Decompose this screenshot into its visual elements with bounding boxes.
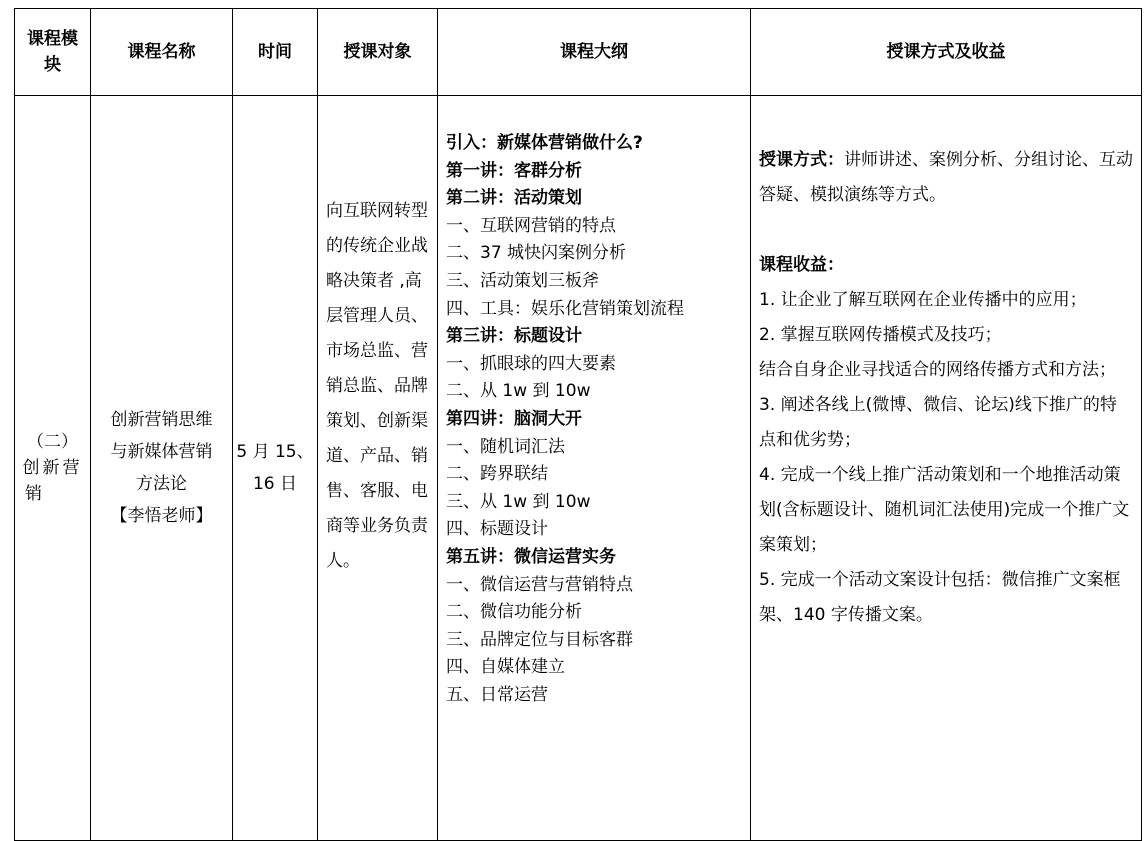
outline-section-title: 引入：新媒体营销做什么? [446,133,643,153]
time-line: 5 月 15、 [236,442,314,462]
outline-item: 一、微信运营与营销特点 [446,574,633,595]
outline-section-title: 第三讲：标题设计 [446,326,582,347]
header-row [15,9,1142,96]
method-text: 讲师讲述、案例分析、分组讨论、互动答疑、模拟演练等方式。 [759,150,1133,205]
outline-item: 二、37 城快闪案例分析 [446,243,627,264]
outline-section-title: 第二讲：活动策划 [446,188,582,209]
header-audience: 授课对象 [318,9,438,96]
benefit-item: 结合自身企业寻找适合的网络传播方式和方法； [759,360,1116,380]
header-module: 课程模块 [15,9,91,96]
outline-item: 二、从 1w 到 10w [446,381,591,402]
name-line: 创新营销思维 [110,410,213,430]
module-line: 销 [25,484,42,504]
name-line: 与新媒体营销 [110,442,213,462]
outline-list [446,130,742,709]
audience-text: 向互联网转型的传统企业战略决策者 ,高层管理人员、市场总监、营销总监、品牌策划、创新渠道、产品、销售、客服、电商等业务负责人。 [326,201,428,571]
outline-section-title: 第四讲：脑洞大开 [446,408,582,429]
cell-time [233,96,318,841]
benefit-item: 5. 完成一个活动文案设计包括：微信推广文案框架、140 字传播文案。 [759,570,1121,625]
outline-item: 二、跨界联结 [446,464,548,485]
outline-section-title: 第五讲：微信运营实务 [446,546,616,567]
benefit-item: 3. 阐述各线上(微博、微信、论坛)线下推广的特点和优劣势； [759,395,1117,450]
benefit-list [759,283,1133,633]
outline-item: 三、品牌定位与目标客群 [446,629,633,650]
benefit-item: 2. 掌握互联网传播模式及技巧； [759,325,1002,345]
outline-item: 二、微信功能分析 [446,602,582,623]
outline-item: 三、从 1w 到 10w [446,491,591,512]
outline-section-title: 第一讲：客群分析 [446,160,582,181]
outline-item: 一、互联网营销的特点 [446,215,616,236]
benefit-item: 1. 让企业了解互联网在企业传播中的应用； [759,290,1087,310]
header-outline: 课程大纲 [438,9,751,96]
outline-item: 三、活动策划三板斧 [446,270,599,291]
name-line: 方法论 [136,474,187,494]
outline-item: 一、随机词汇法 [446,436,565,457]
outline-item: 四、工具：娱乐化营销策划流程 [446,298,684,319]
teaching-method [759,143,1133,213]
outline-item: 五、日常运营 [446,684,548,705]
cell-module [15,96,91,841]
cell-course-name [91,96,233,841]
method-label: 授课方式： [759,150,844,170]
outline-item: 四、自媒体建立 [446,657,565,678]
module-line: （二） [27,432,78,452]
course-row [15,96,1142,841]
instructor: 【李悟老师】 [110,506,213,526]
cell-method [751,96,1142,841]
benefit-item: 4. 完成一个线上推广活动策划和一个地推活动策划(含标题设计、随机词汇法使用)完成一个推广文案策划； [759,465,1130,555]
outline-item: 一、抓眼球的四大要素 [446,353,616,374]
time-line: 16 日 [252,474,298,494]
header-name: 课程名称 [91,9,233,96]
cell-audience [318,96,438,841]
header-time: 时间 [233,9,318,96]
outline-item: 四、标题设计 [446,519,548,540]
header-method: 授课方式及收益 [751,9,1142,96]
module-line: 创新营 [22,458,83,478]
cell-outline [438,96,751,841]
course-table [14,8,1142,841]
benefit-label: 课程收益： [759,255,844,275]
